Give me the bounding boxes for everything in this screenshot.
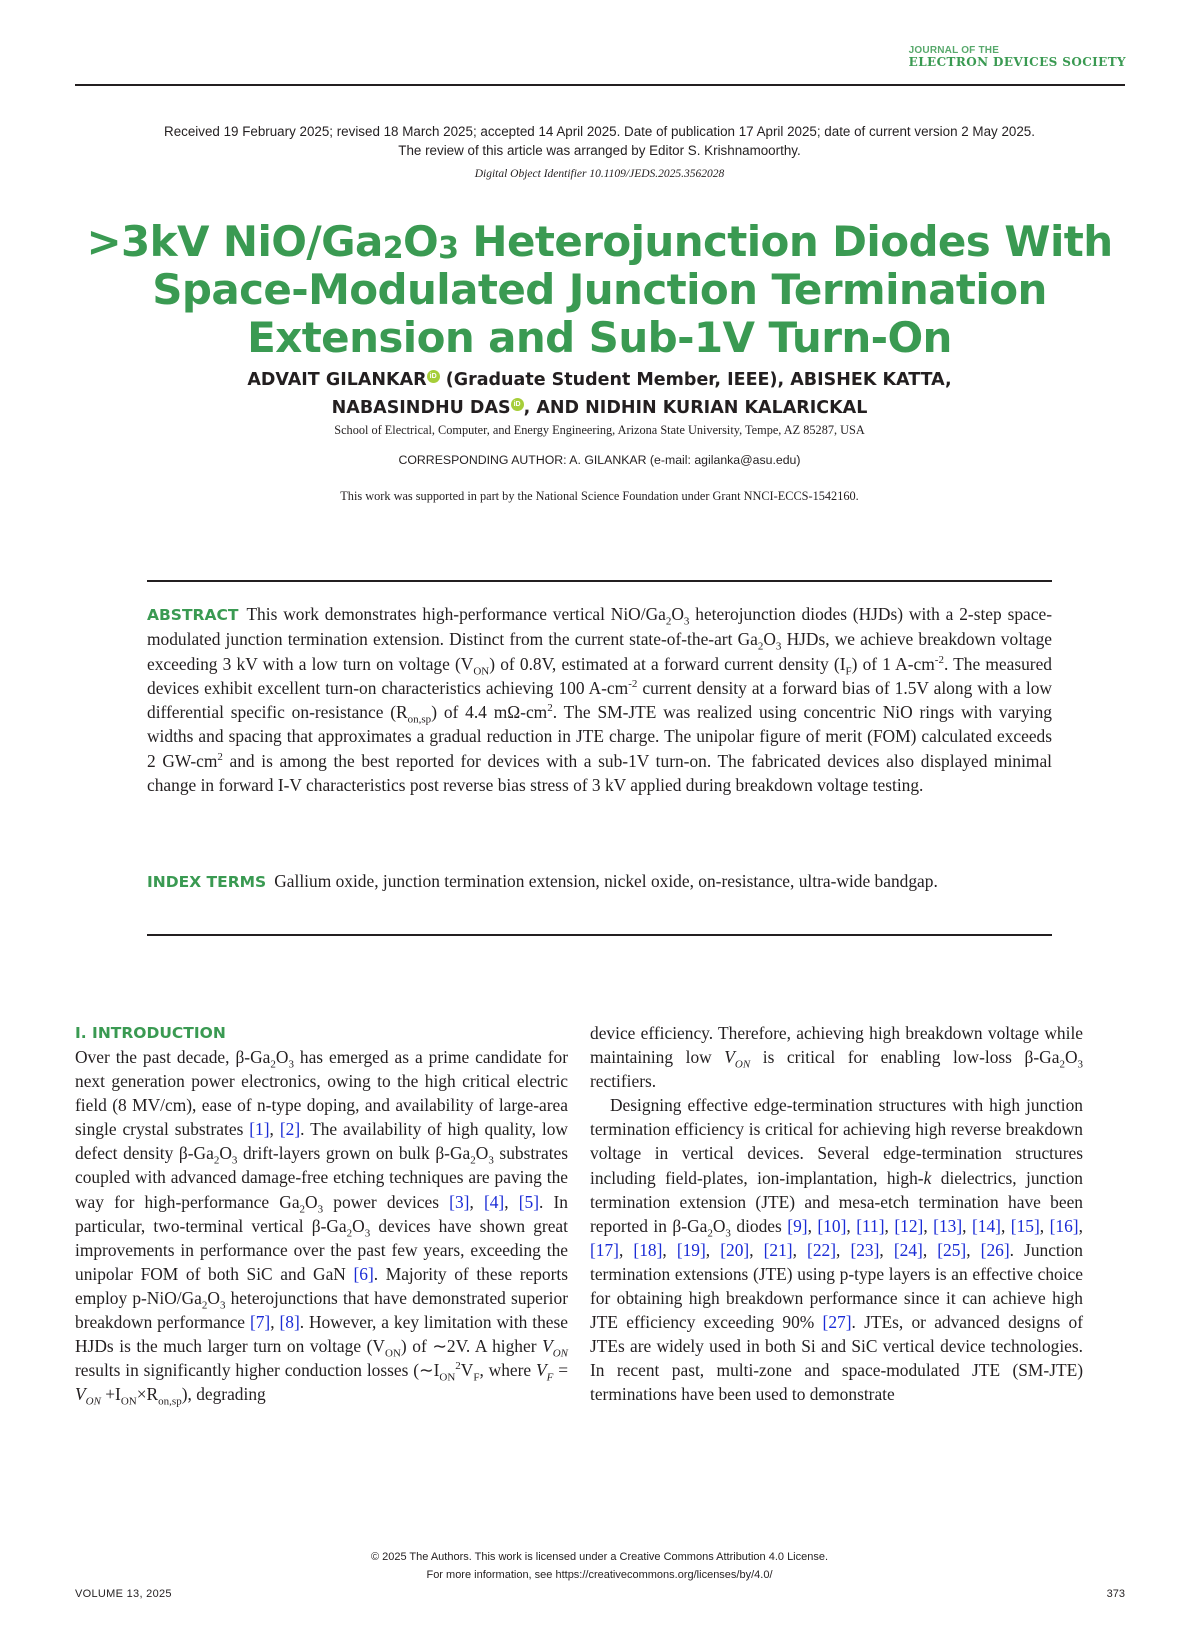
- license-text: © 2025 The Authors. This work is licensed under a Creative Commons Attribution 4.0 License.: [370, 1551, 829, 1563]
- received-dates: Received 19 February 2025; revised 18 March 2025; accepted 14 April 2025. Date of publication 17 April 2025; date of current version 2 May 2025.: [164, 124, 1035, 139]
- citation-link[interactable]: [20]: [720, 1239, 750, 1260]
- citation-link[interactable]: [9]: [787, 1215, 808, 1236]
- column-right: [590, 1021, 1083, 1407]
- citation-link[interactable]: [21]: [763, 1239, 793, 1260]
- title-line-3: Extension and Sub-1V Turn-On: [247, 313, 952, 362]
- citation-link[interactable]: [13]: [933, 1215, 963, 1236]
- citation-link[interactable]: [19]: [676, 1239, 706, 1260]
- citation-link[interactable]: [26]: [980, 1239, 1010, 1260]
- author-line-1: ADVAIT GILANKAR iD (Graduate Student Member, IEEE), ABISHEK KATTA,: [247, 370, 952, 390]
- citation-link[interactable]: [23]: [850, 1239, 880, 1260]
- citation-link[interactable]: [5]: [518, 1191, 539, 1212]
- citation-link[interactable]: [3]: [449, 1191, 470, 1212]
- citation-link[interactable]: [10]: [817, 1215, 847, 1236]
- citation-link[interactable]: [17]: [590, 1239, 619, 1260]
- col2-paragraph-2: Designing effective edge-termination structures with high junction termination efficiency is critical for achieving high reverse breakdown voltage in vertical devices. Several edge-termination structures including field-plates, ion-implantation, high-k dielectrics, junction termination extension (JTE) and mesa-etch termination have been reported in $\beta-Ga_2O_3$ diodes [9], [10], [11], [12], [13], [14], [15], [16], [17], [18], [19], [20], [21], [22], [23], [24], [25], [26]. Junction termination extensions (JTE) using p-type layers is an effective choice for obtaining high breakdown performance since it can achieve high JTE efficiency exceeding 90% [27]. JTEs, or advanced designs of JTEs are widely used in both Si and SiC vertical device technologies. In recent past, multi-zone and space-modulated JTE (SM-JTE) terminations have been used to demonstrate: [590, 1095, 1084, 1405]
- citation-link[interactable]: [8]: [279, 1312, 300, 1333]
- citation-link[interactable]: [24]: [893, 1239, 923, 1260]
- page-number: 373: [1106, 1588, 1125, 1600]
- header-rule: [75, 84, 1125, 86]
- orcid-icon[interactable]: iD: [427, 370, 440, 383]
- citation-link[interactable]: [14]: [971, 1215, 1001, 1236]
- editor-info: The review of this article was arranged by Editor S. Krishnamoorthy.: [398, 143, 801, 158]
- received-info: [0, 122, 1199, 160]
- orcid-icon[interactable]: iD: [511, 398, 524, 411]
- author-das: NABASINDHU DAS: [331, 398, 511, 418]
- journal-logo-line2: ELECTRON DEVICES SOCIETY: [908, 55, 1126, 69]
- author-gilankar: ADVAIT GILANKAR: [247, 370, 427, 390]
- journal-logo: [909, 46, 1126, 68]
- citation-link[interactable]: [15]: [1010, 1215, 1040, 1236]
- citation-link[interactable]: [18]: [633, 1239, 663, 1260]
- citation-link[interactable]: [2]: [279, 1119, 301, 1140]
- citation-list: [9], [10], [11], [12], [13], [14], [15], [16], [17], [18], [19], [20], [21], [22], [23], [24], [25], [26]: [590, 1215, 1083, 1260]
- intro-paragraph: Over the past decade, $\beta-Ga_2O_3$ has emerged as a prime candidate for next generation power electronics, owing to the high critical electric field (8 MV/cm), ease of n-type doping, and availability of large-area single crystal substrates [1], [2]. The availability of high quality, low defect density $\beta-Ga_2O_3$ drift-layers grown on bulk $\beta-Ga_2O_3$ substrates coupled with advanced damage-free etching techniques are paving the way for high-performance $Ga_2O_3$ power devices [3], [4], [5]. In particular, two-terminal vertical $\beta-Ga_2O_3$ devices have shown great improvements in performance over the past few years, exceeding the unipolar FOM of both SiC and GaN [6]. Majority of these reports employ $p-NiO/Ga_2O_3$ heterojunctions that have demonstrated superior breakdown performance [7], [8]. However, a key limitation with these HJDs is the much larger turn on voltage $(V_{ON})$ of ∼2V. A higher $V_{ON}$ results in significantly higher conduction losses ($\sim I_{ON}^2V_F$, where $V_F = V_{ON} +I_{ON}\times R_{on,sp}$), degrading: [75, 1047, 569, 1408]
- column-left: [75, 1021, 568, 1406]
- license-link[interactable]: For more information, see https://creativecommons.org/licenses/by/4.0/: [426, 1569, 773, 1581]
- citation-link[interactable]: [7]: [249, 1312, 271, 1333]
- citation-link[interactable]: [4]: [483, 1191, 505, 1212]
- author-list: [0, 366, 1199, 422]
- article-title: [0, 218, 1199, 362]
- citation-link[interactable]: [11]: [856, 1215, 885, 1236]
- citation-link[interactable]: [6]: [353, 1263, 374, 1284]
- index-terms-text: Gallium oxide, junction termination extension, nickel oxide, on-resistance, ultra-wide bandgap.: [274, 871, 938, 891]
- citation-link[interactable]: [12]: [894, 1215, 924, 1236]
- col2-paragraph-1: device efficiency. Therefore, achieving high breakdown voltage while maintaining low $V_{ON}$ is critical for enabling low-loss $\beta-Ga_2O_3$ rectifiers.: [590, 1023, 1083, 1092]
- license-footer: [0, 1548, 1199, 1584]
- abstract: ABSTRACT This work demonstrates high-performance vertical NiO/$Ga_2O_3$ heterojunction diodes (HJDs) with a 2-step space-modulated junction termination extension. Distinct from the current state-of-the-art $Ga_2O_3$ HJDs, we achieve breakdown voltage exceeding 3 kV with a low turn on voltage $(V_{ON})$ of 0.8V, estimated at a forward current density $(I_F)$ of 1 $A-cm^{-2}$. The measured devices exhibit excellent turn-on characteristics achieving 100 $A-cm^{-2}$ current density at a forward bias of 1.5V along with a low differential specific on-resistance $(R_{on,sp})$ of 4.4 $m\Omega-cm^2$. The SM-JTE was realized using concentric NiO rings with varying widths and spacing that approximates a gradual reduction in JTE charge. The unipolar figure of merit (FOM) calculated exceeds 2 $GW-cm^2$ and is among the best reported for devices with a sub-1V turn-on. The fabricated devices also displayed minimal change in forward I-V characteristics post reverse bias stress of 3 kV applied during breakdown voltage testing.: [147, 604, 1053, 796]
- doi: Digital Object Identifier 10.1109/JEDS.2025.3562028: [474, 168, 725, 180]
- index-terms: [147, 869, 1052, 894]
- citation-link[interactable]: [1]: [249, 1119, 270, 1140]
- abstract-label: ABSTRACT: [147, 606, 239, 624]
- index-terms-label: INDEX TERMS: [147, 873, 267, 891]
- volume-label: VOLUME 13, 2025: [75, 1588, 172, 1600]
- journal-logo-line1: JOURNAL OF THE: [908, 45, 1000, 56]
- corresponding-author: CORRESPONDING AUTHOR: A. GILANKAR (e-mail: agilanka@asu.edu): [398, 453, 801, 467]
- title-line-2: Space-Modulated Junction Termination: [152, 265, 1047, 314]
- title-line-1: >3kV NiO/$Ga_2O_3$ Heterojunction Diodes With: [86, 217, 1113, 266]
- citation-link[interactable]: [22]: [807, 1239, 837, 1260]
- section-heading-introduction: I. INTRODUCTION: [75, 1024, 226, 1042]
- funding-note: This work was supported in part by the National Science Foundation under Grant NNCI-ECCS-1542160.: [340, 489, 859, 503]
- affiliation: School of Electrical, Computer, and Energy Engineering, Arizona State University, Tempe, AZ 85287, USA: [334, 423, 865, 437]
- abstract-top-rule: [147, 580, 1052, 582]
- citation-link[interactable]: [25]: [937, 1239, 967, 1260]
- citation-link[interactable]: [27]: [822, 1312, 852, 1333]
- abstract-bottom-rule: [147, 934, 1052, 936]
- citation-link[interactable]: [16]: [1049, 1215, 1079, 1236]
- author-line-2: NABASINDHU DAS iD , AND NIDHIN KURIAN KALARICKAL: [331, 398, 868, 418]
